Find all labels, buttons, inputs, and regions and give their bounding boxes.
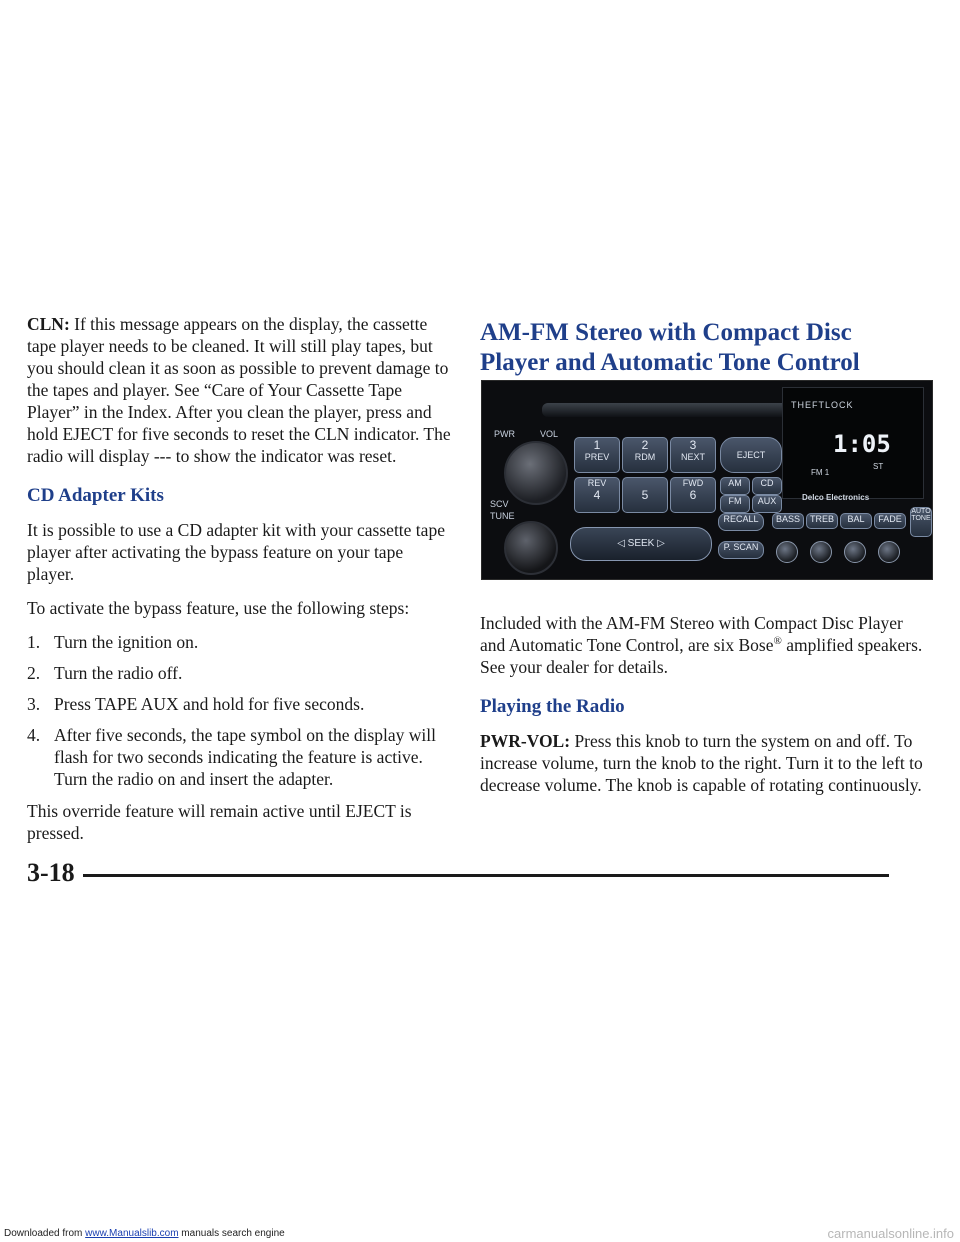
clock-readout: 1:05 bbox=[833, 430, 891, 458]
steps-intro: To activate the bypass feature, use the following steps: bbox=[27, 598, 410, 618]
cd-button[interactable]: CD bbox=[752, 477, 782, 495]
am-fm-heading: AM-FM Stereo with Compact Disc Player and Automatic Tone Control bbox=[480, 319, 860, 376]
pwr-label: PWR bbox=[494, 429, 515, 439]
right-column-body bbox=[480, 612, 925, 808]
treb-knob[interactable] bbox=[810, 541, 832, 563]
preset-5-button[interactable]: 5 bbox=[622, 477, 668, 513]
left-column bbox=[27, 313, 452, 856]
list-item: 2. Turn the radio off. bbox=[27, 663, 183, 683]
playing-radio-heading: Playing the Radio bbox=[480, 696, 625, 717]
bass-knob[interactable] bbox=[776, 541, 798, 563]
fade-label: FADE bbox=[874, 513, 906, 529]
bass-label: BASS bbox=[772, 513, 804, 529]
tune-label: TUNE bbox=[490, 511, 515, 521]
scv-label: SCV bbox=[490, 499, 509, 509]
included-paragraph: Included with the AM-FM Stereo with Compact Disc Player and Automatic Tone Control, are six Bose® amplified speakers. See your dealer for details. bbox=[480, 613, 923, 677]
preset-6-button[interactable]: FWD 6 bbox=[670, 477, 716, 513]
steps-list bbox=[27, 631, 452, 790]
aux-button[interactable]: AUX bbox=[752, 495, 782, 513]
auto-tone-button[interactable]: AUTO TONE bbox=[910, 507, 932, 537]
preset-4-button[interactable]: REV 4 bbox=[574, 477, 620, 513]
stereo-indicator: ST bbox=[873, 462, 884, 471]
band-readout: FM 1 bbox=[811, 468, 830, 477]
radio-display bbox=[782, 387, 924, 499]
page-number: 3-18 bbox=[27, 858, 75, 887]
radio-illustration bbox=[481, 380, 933, 580]
preset-2-button[interactable]: 2 RDM bbox=[622, 437, 668, 473]
preset-1-button[interactable]: 1 PREV bbox=[574, 437, 620, 473]
pwr-vol-paragraph bbox=[480, 730, 925, 796]
footer-rule bbox=[83, 874, 889, 877]
pwr-vol-text: Press this knob to turn the system on and off. To increase volume, turn the knob to the right. Turn it to the left to decrease volume. The knob is capable of rotating continuously. bbox=[480, 731, 923, 795]
pwr-vol-term: PWR-VOL: bbox=[480, 731, 571, 751]
tune-knob[interactable] bbox=[504, 521, 558, 575]
seek-label: SEEK bbox=[627, 538, 655, 549]
bal-knob[interactable] bbox=[844, 541, 866, 563]
bal-label: BAL bbox=[840, 513, 872, 529]
fade-knob[interactable] bbox=[878, 541, 900, 563]
list-item: 4. After five seconds, the tape symbol on the display will flash for two seconds indicating the feature is active. Turn the radio on and insert the adapter. bbox=[27, 725, 437, 789]
seek-rocker[interactable]: ◁ SEEK ▷ bbox=[570, 527, 712, 561]
watermark-text: carmanualsonline.info bbox=[827, 1226, 954, 1241]
list-item: 3. Press TAPE AUX and hold for five seconds. bbox=[27, 694, 365, 714]
preset-3-button[interactable]: 3 NEXT bbox=[670, 437, 716, 473]
fm-button[interactable]: FM bbox=[720, 495, 750, 513]
pwr-vol-knob[interactable] bbox=[504, 441, 568, 505]
cln-paragraph bbox=[27, 313, 452, 467]
list-item: 1. Turn the ignition on. bbox=[27, 632, 199, 652]
override-paragraph: This override feature will remain active until EJECT is pressed. bbox=[27, 801, 412, 843]
treb-label: TREB bbox=[806, 513, 838, 529]
eject-button[interactable]: EJECT bbox=[720, 437, 782, 473]
vol-label: VOL bbox=[540, 429, 559, 439]
cln-text: If this message appears on the display, the cassette tape player needs to be cleaned. It will still play tapes, but you should clean it as soon as possible to prevent damage to the tapes and player. See “Care of Your Cassette Tape Player” in the Index. After you clean the player, press and hold EJECT for five seconds to reset the CLN indicator. The radio will display --- to show the indicator was reset. bbox=[27, 314, 451, 466]
download-footer: Downloaded from www.Manualslib.com manuals search engine bbox=[4, 1228, 285, 1239]
recall-button[interactable]: RECALL bbox=[718, 513, 764, 531]
cln-term: CLN: bbox=[27, 314, 70, 334]
pscan-button[interactable]: P. SCAN bbox=[718, 541, 764, 559]
theftlock-label: THEFTLOCK bbox=[791, 400, 854, 410]
manualslib-link[interactable]: www.Manualslib.com bbox=[85, 1228, 179, 1239]
cd-intro: It is possible to use a CD adapter kit with your cassette tape player after activating the bypass feature on your tape player. bbox=[27, 520, 445, 584]
am-button[interactable]: AM bbox=[720, 477, 750, 495]
cd-adapter-heading: CD Adapter Kits bbox=[27, 485, 164, 506]
cd-slot bbox=[542, 403, 802, 417]
brand-logo: Delco Electronics bbox=[802, 493, 870, 502]
